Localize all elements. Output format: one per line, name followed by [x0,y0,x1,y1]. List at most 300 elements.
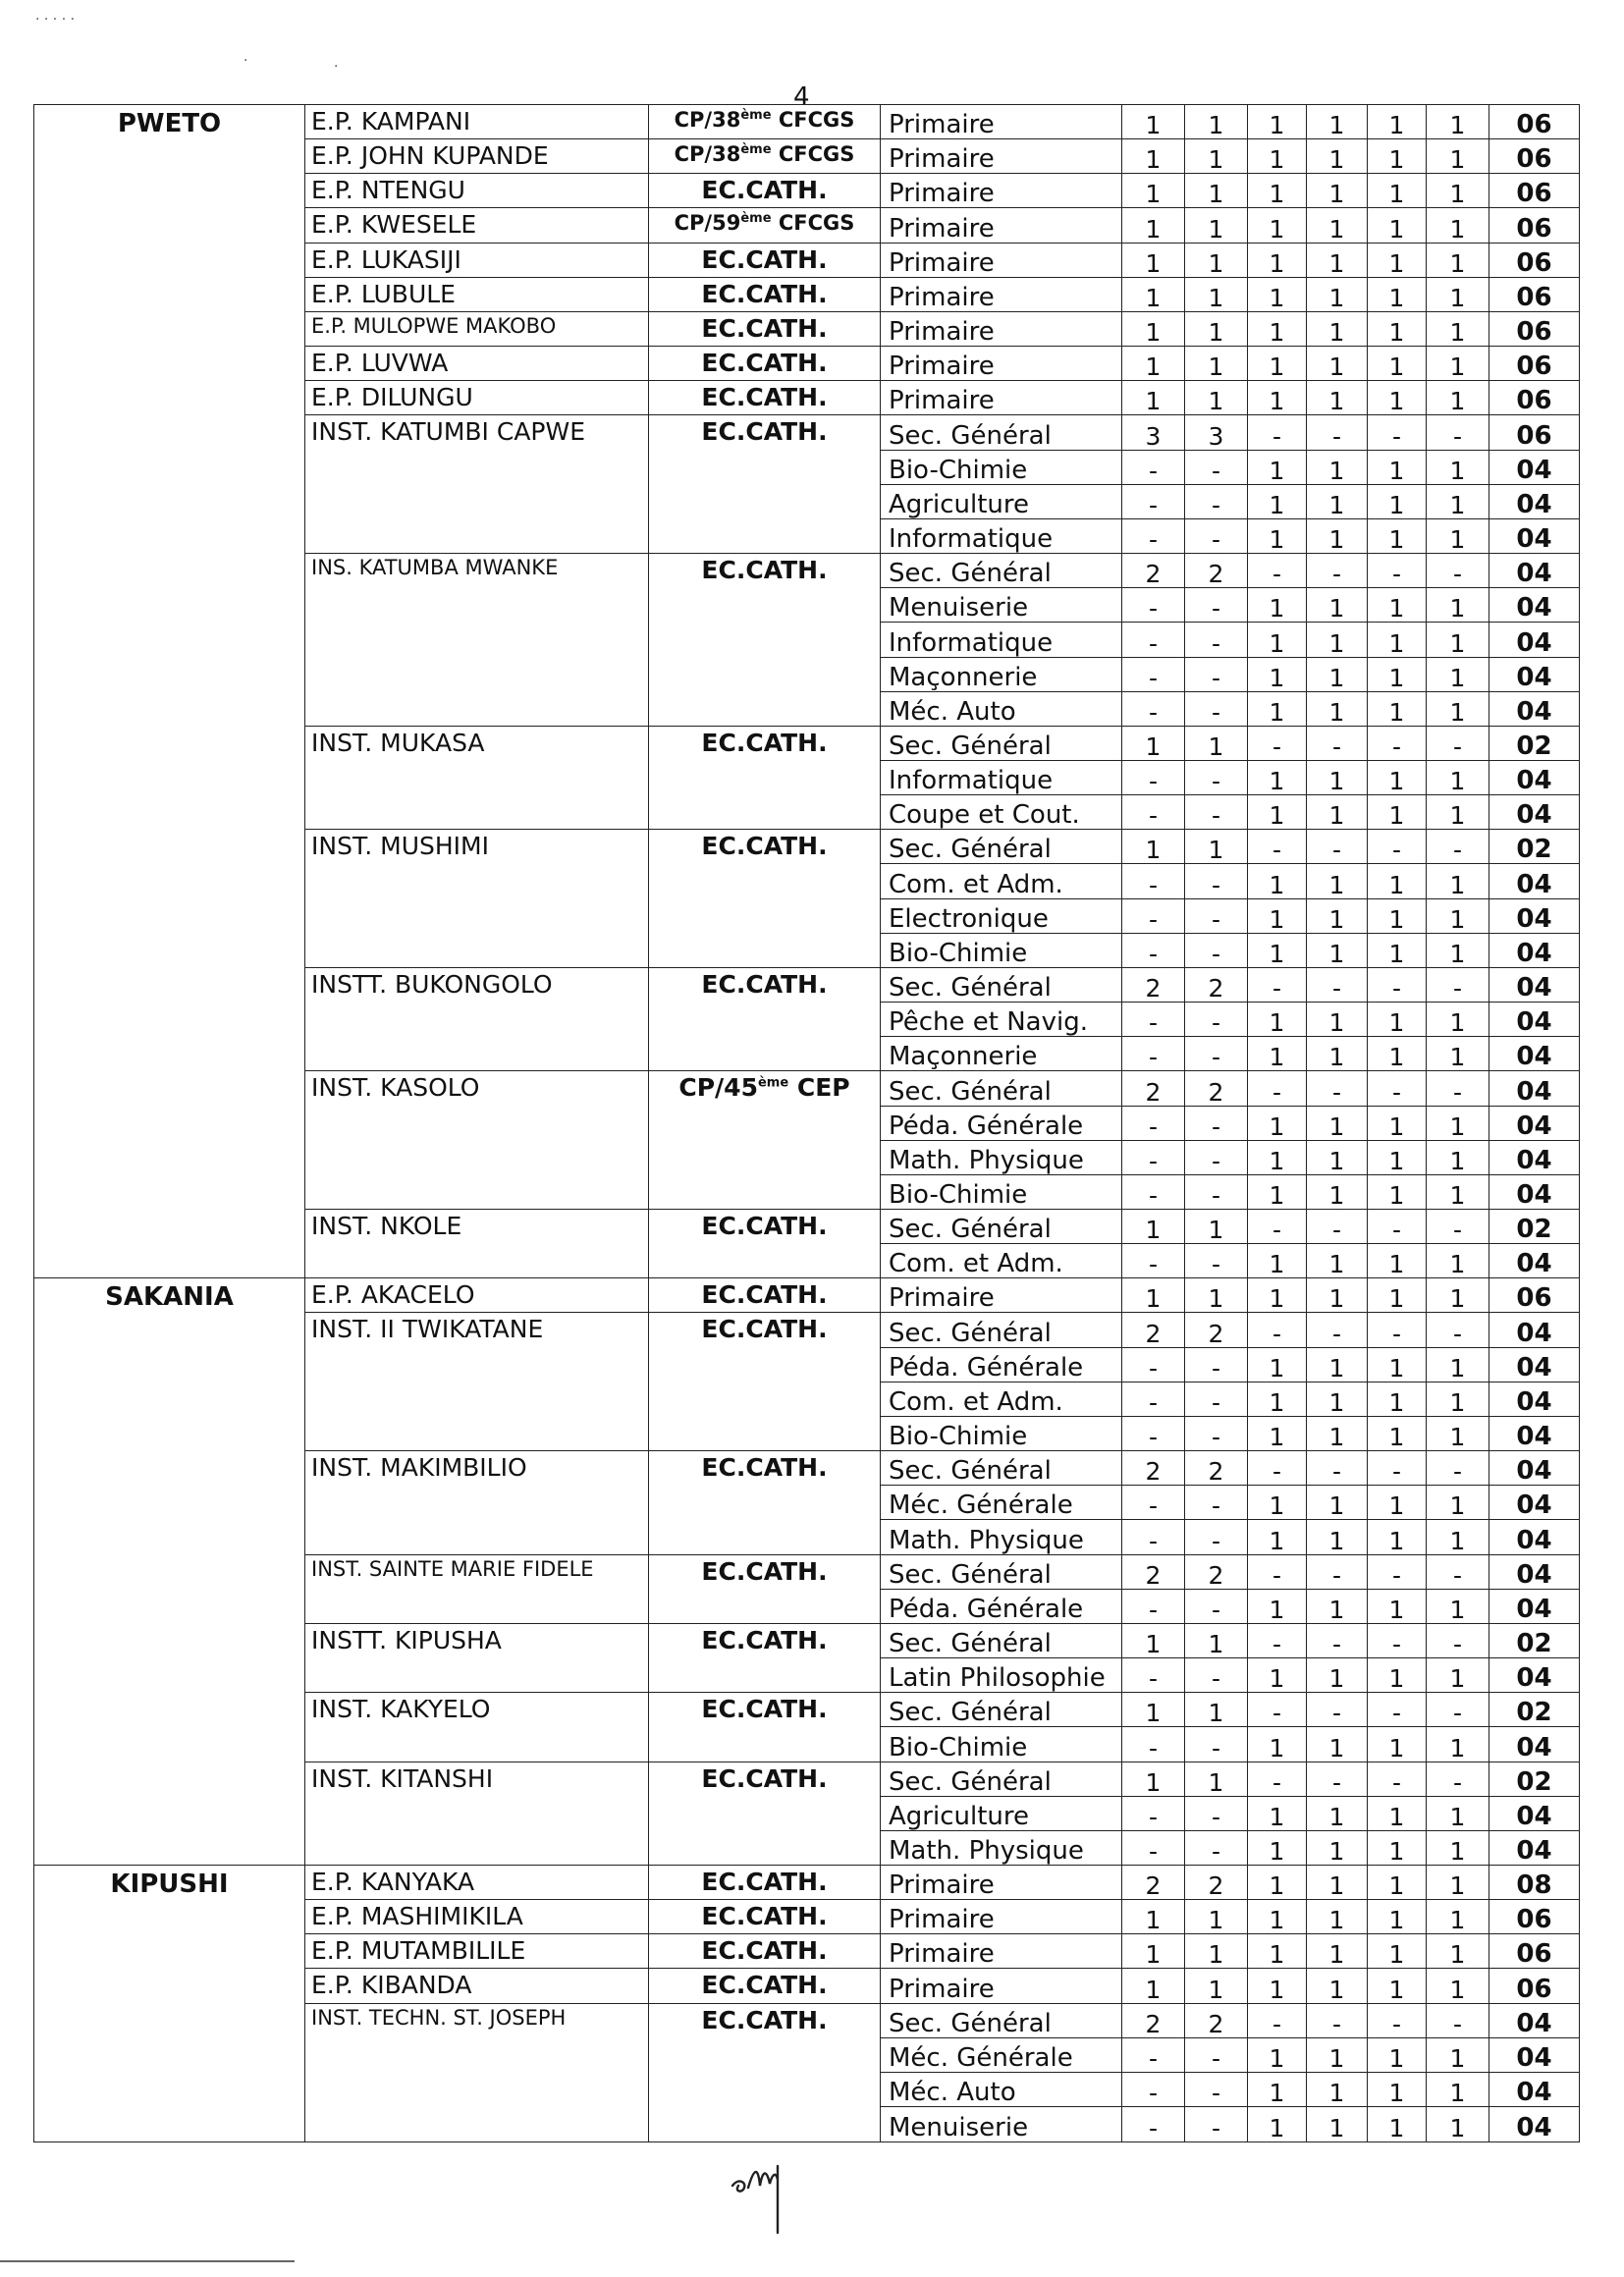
class-count-cell: - [1122,588,1185,623]
management-cell [649,105,881,139]
management-code: EC.CATH. [701,279,828,308]
class-count-cell: - [1185,898,1248,933]
class-count-cell: 2 [1122,554,1185,588]
class-count-cell: 1 [1122,311,1185,346]
class-count-cell: 1 [1427,243,1489,277]
class-count-cell: 1 [1248,1416,1307,1450]
management-cell [649,1762,881,1865]
class-count-cell: 1 [1307,1416,1368,1450]
section-cell: Péda. Générale [881,1347,1122,1382]
class-count-cell: 1 [1248,1658,1307,1693]
total-cell: 02 [1489,726,1580,760]
class-count-cell: 1 [1248,347,1307,381]
total-cell: 04 [1489,1451,1580,1486]
class-count-cell: - [1122,1589,1185,1623]
section-cell: Sec. Général [881,1313,1122,1347]
management-code: EC.CATH. [701,556,828,585]
management-cell [649,381,881,415]
class-count-cell: 1 [1122,277,1185,311]
class-count-cell: 1 [1307,1900,1368,1934]
section-cell: Maçonnerie [881,1037,1122,1071]
class-count-cell: - [1185,1174,1248,1209]
class-count-cell: 1 [1307,1796,1368,1830]
class-count-cell: - [1185,1520,1248,1554]
management-code: EC.CATH. [701,1453,828,1483]
total-cell: 04 [1489,2107,1580,2142]
class-count-cell: 1 [1248,1037,1307,1071]
management-cell [649,1865,881,1899]
management-code: CP/38 [674,142,741,167]
class-count-cell: - [1185,760,1248,794]
class-count-cell: 1 [1427,311,1489,346]
class-count-cell: - [1185,1486,1248,1520]
class-count-cell: 1 [1248,1486,1307,1520]
school-name-cell: E.P. DILUNGU [305,381,649,415]
class-count-cell: - [1427,2003,1489,2037]
class-count-cell: 1 [1368,174,1427,208]
class-count-cell: - [1185,2037,1248,2072]
class-count-cell: 1 [1307,1830,1368,1865]
class-count-cell: 1 [1248,1106,1307,1140]
class-count-cell: 1 [1185,1900,1248,1934]
class-count-cell: 1 [1368,1830,1427,1865]
management-cell [649,1210,881,1278]
section-cell: Coupe et Cout. [881,795,1122,830]
management-cell [649,174,881,208]
total-cell: 06 [1489,347,1580,381]
class-count-cell: - [1185,1727,1248,1762]
class-count-cell: - [1248,967,1307,1002]
class-count-cell: - [1307,1210,1368,1244]
class-count-cell: - [1122,484,1185,518]
class-count-cell: 1 [1427,1347,1489,1382]
school-name-cell: INS. KATUMBA MWANKE [305,554,649,727]
class-count-cell: 1 [1307,1347,1368,1382]
class-count-cell: - [1185,657,1248,691]
management-cell [649,1278,881,1313]
section-cell: Sec. Général [881,1762,1122,1796]
total-cell: 04 [1489,760,1580,794]
total-cell: 04 [1489,657,1580,691]
school-name-cell: INSTT. KIPUSHA [305,1623,649,1692]
total-cell: 04 [1489,1658,1580,1693]
management-cell [649,1451,881,1554]
management-code: CP/38 [674,108,741,132]
class-count-cell: - [1368,1693,1427,1727]
total-cell: 04 [1489,1520,1580,1554]
school-name-cell: E.P. KIBANDA [305,1969,649,2003]
total-cell: 04 [1489,2037,1580,2072]
class-count-cell: - [1307,415,1368,450]
class-count-cell: - [1248,1313,1307,1347]
class-count-cell: 1 [1122,139,1185,174]
class-count-cell: 1 [1122,1210,1185,1244]
class-count-cell: 1 [1248,1969,1307,2003]
scan-speck: · [244,53,248,69]
section-cell: Sec. Général [881,967,1122,1002]
class-count-cell: 1 [1368,933,1427,967]
school-name-cell: INST. MUSHIMI [305,830,649,968]
class-count-cell: - [1368,1762,1427,1796]
section-cell: Méc. Générale [881,1486,1122,1520]
class-count-cell: 1 [1185,1934,1248,1969]
class-count-cell: 1 [1307,311,1368,346]
total-cell: 04 [1489,1140,1580,1174]
class-count-cell: 1 [1122,1969,1185,2003]
class-count-cell: - [1122,898,1185,933]
school-name-cell: INST. NKOLE [305,1210,649,1278]
section-cell: Primaire [881,1900,1122,1934]
section-cell: Primaire [881,347,1122,381]
class-count-cell: 1 [1122,105,1185,139]
class-count-cell: - [1185,1382,1248,1416]
class-count-cell: 1 [1307,691,1368,726]
class-count-cell: 1 [1368,450,1427,484]
class-count-cell: 1 [1185,1969,1248,2003]
section-cell: Primaire [881,1865,1122,1899]
class-count-cell: - [1307,1071,1368,1106]
class-count-cell: 2 [1122,967,1185,1002]
class-count-cell: 1 [1368,1589,1427,1623]
class-count-cell: 1 [1427,864,1489,898]
class-count-cell: 1 [1368,1934,1427,1969]
section-cell: Sec. Général [881,1693,1122,1727]
class-count-cell: 1 [1307,1244,1368,1278]
class-count-cell: - [1427,415,1489,450]
class-count-cell: - [1185,1244,1248,1278]
total-cell: 04 [1489,1486,1580,1520]
class-count-cell: - [1122,2072,1185,2106]
class-count-cell: 1 [1368,1727,1427,1762]
class-count-cell: 1 [1248,518,1307,553]
class-count-cell: 1 [1307,1969,1368,2003]
section-cell: Primaire [881,277,1122,311]
management-cell [649,1623,881,1692]
class-count-cell: 1 [1427,795,1489,830]
class-count-cell: - [1122,691,1185,726]
section-cell: Pêche et Navig. [881,1003,1122,1037]
class-count-cell: 1 [1185,139,1248,174]
class-count-cell: - [1427,967,1489,1002]
section-cell: Sec. Général [881,554,1122,588]
school-name-cell: E.P. NTENGU [305,174,649,208]
section-cell: Math. Physique [881,1830,1122,1865]
class-count-cell: 1 [1368,139,1427,174]
class-count-cell: 2 [1185,1554,1248,1589]
total-cell: 08 [1489,1865,1580,1899]
school-name-cell: INST. II TWIKATANE [305,1313,649,1451]
section-cell: Méc. Auto [881,2072,1122,2106]
class-count-cell: - [1307,1623,1368,1657]
scan-speck: · · · · · [35,12,76,27]
school-name-cell: INST. KASOLO [305,1071,649,1210]
class-count-cell: 1 [1307,1106,1368,1140]
management-code: EC.CATH. [701,1936,828,1966]
class-count-cell: 1 [1427,2107,1489,2142]
class-count-cell: - [1368,554,1427,588]
class-count-cell: 1 [1122,1278,1185,1313]
class-count-cell: 1 [1185,1693,1248,1727]
class-count-cell: 1 [1368,1658,1427,1693]
section-cell: Maçonnerie [881,657,1122,691]
total-cell: 04 [1489,2003,1580,2037]
class-count-cell: 1 [1368,1347,1427,1382]
total-cell: 04 [1489,518,1580,553]
class-count-cell: 1 [1307,105,1368,139]
class-count-cell: - [1122,657,1185,691]
section-cell: Sec. Général [881,726,1122,760]
class-count-cell: - [1248,1451,1307,1486]
class-count-cell: 1 [1427,381,1489,415]
class-count-cell: - [1122,864,1185,898]
class-count-cell: 1 [1368,2107,1427,2142]
class-count-cell: - [1185,450,1248,484]
management-code: EC.CATH. [701,1212,828,1240]
class-count-cell: 1 [1307,1174,1368,1209]
class-count-cell: - [1122,1520,1185,1554]
class-count-cell: 1 [1368,691,1427,726]
class-count-cell: 2 [1185,1071,1248,1106]
class-count-cell: 1 [1307,1727,1368,1762]
school-name-cell: INSTT. BUKONGOLO [305,967,649,1070]
class-count-cell: 1 [1185,726,1248,760]
class-count-cell: - [1248,2003,1307,2037]
class-count-cell: 1 [1427,691,1489,726]
class-count-cell: 1 [1185,277,1248,311]
management-code: CP/59 [674,211,741,236]
class-count-cell: 3 [1185,415,1248,450]
class-count-cell: - [1427,1693,1489,1727]
table-row [34,1278,1580,1313]
class-count-cell: - [1307,2003,1368,2037]
class-count-cell: 1 [1248,2107,1307,2142]
school-name-cell: E.P. AKACELO [305,1278,649,1313]
class-count-cell: - [1248,1554,1307,1589]
management-cell [649,554,881,727]
class-count-cell: - [1122,1796,1185,1830]
class-count-cell: 2 [1185,2003,1248,2037]
class-count-cell: 1 [1248,1347,1307,1382]
section-cell: Primaire [881,243,1122,277]
class-count-cell: - [1122,450,1185,484]
class-count-cell: 1 [1248,277,1307,311]
management-cell [649,1934,881,1969]
school-name-cell: INST. KITANSHI [305,1762,649,1865]
section-cell: Menuiserie [881,2107,1122,2142]
class-count-cell: 1 [1248,795,1307,830]
management-code: EC.CATH. [701,2005,828,2034]
management-cell [649,2003,881,2141]
school-name-cell: E.P. JOHN KUPANDE [305,139,649,174]
class-count-cell: - [1185,2107,1248,2142]
class-count-cell: 1 [1427,1589,1489,1623]
class-count-cell: - [1368,1554,1427,1589]
section-cell: Bio-Chimie [881,450,1122,484]
class-count-cell: 1 [1248,1865,1307,1899]
table-row [34,1865,1580,1899]
total-cell: 04 [1489,1071,1580,1106]
section-cell: Menuiserie [881,588,1122,623]
class-count-cell: 1 [1307,1278,1368,1313]
total-cell: 06 [1489,174,1580,208]
class-count-cell: 1 [1248,864,1307,898]
class-count-cell: 1 [1122,1693,1185,1727]
class-count-cell: - [1307,1693,1368,1727]
class-count-cell: - [1307,1451,1368,1486]
class-count-cell: - [1122,1174,1185,1209]
class-count-cell: - [1122,795,1185,830]
class-count-cell: 2 [1185,967,1248,1002]
class-count-cell: 1 [1368,2037,1427,2072]
section-cell: Primaire [881,1278,1122,1313]
section-cell: Sec. Général [881,1451,1122,1486]
class-count-cell: 1 [1307,1003,1368,1037]
class-count-cell: - [1185,691,1248,726]
total-cell: 04 [1489,1003,1580,1037]
management-ordinal: ème [740,211,772,227]
class-count-cell: 1 [1307,484,1368,518]
class-count-cell: - [1185,1106,1248,1140]
class-count-cell: - [1185,588,1248,623]
class-count-cell: 1 [1248,311,1307,346]
class-count-cell: 1 [1368,1486,1427,1520]
class-count-cell: 1 [1307,277,1368,311]
class-count-cell: 1 [1307,1520,1368,1554]
management-cell [649,967,881,1070]
class-count-cell: 1 [1248,450,1307,484]
class-count-cell: - [1185,623,1248,657]
class-count-cell: 1 [1248,623,1307,657]
school-name-cell: INST. SAINTE MARIE FIDELE [305,1554,649,1623]
management-code: EC.CATH. [701,417,828,447]
class-count-cell: 1 [1307,139,1368,174]
class-count-cell: 3 [1122,415,1185,450]
class-count-cell: 1 [1248,1140,1307,1174]
class-count-cell: 1 [1307,174,1368,208]
class-count-cell: - [1368,1623,1427,1657]
class-count-cell: 1 [1185,208,1248,243]
class-count-cell: - [1427,1762,1489,1796]
management-code: EC.CATH. [701,1556,828,1586]
territory-cell: PWETO [34,105,305,1278]
class-count-cell: 1 [1427,450,1489,484]
class-count-cell: 1 [1307,588,1368,623]
class-count-cell: - [1185,1037,1248,1071]
class-count-cell: 1 [1427,1830,1489,1865]
total-cell: 04 [1489,864,1580,898]
management-code: EC.CATH. [701,313,828,343]
class-count-cell: 1 [1307,1658,1368,1693]
section-cell: Sec. Général [881,1554,1122,1589]
class-count-cell: 1 [1427,1278,1489,1313]
class-count-cell: 1 [1368,277,1427,311]
class-count-cell: 1 [1368,347,1427,381]
class-count-cell: - [1122,2107,1185,2142]
class-count-cell: - [1122,1347,1185,1382]
management-code: EC.CATH. [701,832,828,861]
class-count-cell: 1 [1122,1900,1185,1934]
section-cell: Sec. Général [881,415,1122,450]
class-count-cell: 1 [1307,1589,1368,1623]
class-count-cell: - [1427,1071,1489,1106]
class-count-cell: 1 [1427,623,1489,657]
class-count-cell: - [1307,554,1368,588]
school-name-cell: E.P. MUTAMBILILE [305,1934,649,1969]
management-cell [649,277,881,311]
class-count-cell: 1 [1368,2072,1427,2106]
class-count-cell: 1 [1185,174,1248,208]
section-cell: Bio-Chimie [881,1416,1122,1450]
class-count-cell: - [1248,1071,1307,1106]
class-count-cell: 1 [1368,657,1427,691]
management-cell [649,1554,881,1623]
management-cell [649,243,881,277]
class-count-cell: 1 [1248,588,1307,623]
management-cell [649,208,881,243]
class-count-cell: 1 [1427,933,1489,967]
total-cell: 04 [1489,1106,1580,1140]
class-count-cell: 1 [1307,243,1368,277]
class-count-cell: 1 [1427,1520,1489,1554]
class-count-cell: 1 [1427,1727,1489,1762]
class-count-cell: - [1185,1658,1248,1693]
section-cell: Electronique [881,898,1122,933]
class-count-cell: - [1307,1762,1368,1796]
total-cell: 04 [1489,450,1580,484]
class-count-cell: - [1307,1313,1368,1347]
class-count-cell: - [1248,1762,1307,1796]
class-count-cell: - [1185,933,1248,967]
section-cell: Bio-Chimie [881,1727,1122,1762]
class-count-cell: 1 [1185,311,1248,346]
class-count-cell: 1 [1248,208,1307,243]
class-count-cell: - [1368,830,1427,864]
class-count-cell: - [1368,1451,1427,1486]
total-cell: 04 [1489,933,1580,967]
class-count-cell: 1 [1427,1865,1489,1899]
management-code: EC.CATH. [701,1695,828,1724]
management-suffix: CFCGS [771,108,855,132]
class-count-cell: 1 [1307,1934,1368,1969]
class-count-cell: 1 [1368,518,1427,553]
class-count-cell: 1 [1368,1382,1427,1416]
class-count-cell: 1 [1185,243,1248,277]
management-cell [649,1693,881,1762]
total-cell: 04 [1489,554,1580,588]
total-cell: 06 [1489,381,1580,415]
class-count-cell: 1 [1368,1244,1427,1278]
management-code: EC.CATH. [701,176,828,205]
class-count-cell: - [1122,623,1185,657]
class-count-cell: 1 [1248,1382,1307,1416]
class-count-cell: 1 [1248,1900,1307,1934]
total-cell: 04 [1489,1796,1580,1830]
class-count-cell: 1 [1368,484,1427,518]
school-name-cell: E.P. MULOPWE MAKOBO [305,311,649,346]
total-cell: 02 [1489,1762,1580,1796]
management-cell [649,415,881,554]
class-count-cell: - [1427,1623,1489,1657]
total-cell: 06 [1489,139,1580,174]
management-cell [649,139,881,174]
total-cell: 04 [1489,2072,1580,2106]
class-count-cell: 1 [1427,484,1489,518]
management-cell [649,1969,881,2003]
class-count-cell: 1 [1307,1382,1368,1416]
total-cell: 04 [1489,1589,1580,1623]
section-cell: Primaire [881,174,1122,208]
total-cell: 04 [1489,1347,1580,1382]
